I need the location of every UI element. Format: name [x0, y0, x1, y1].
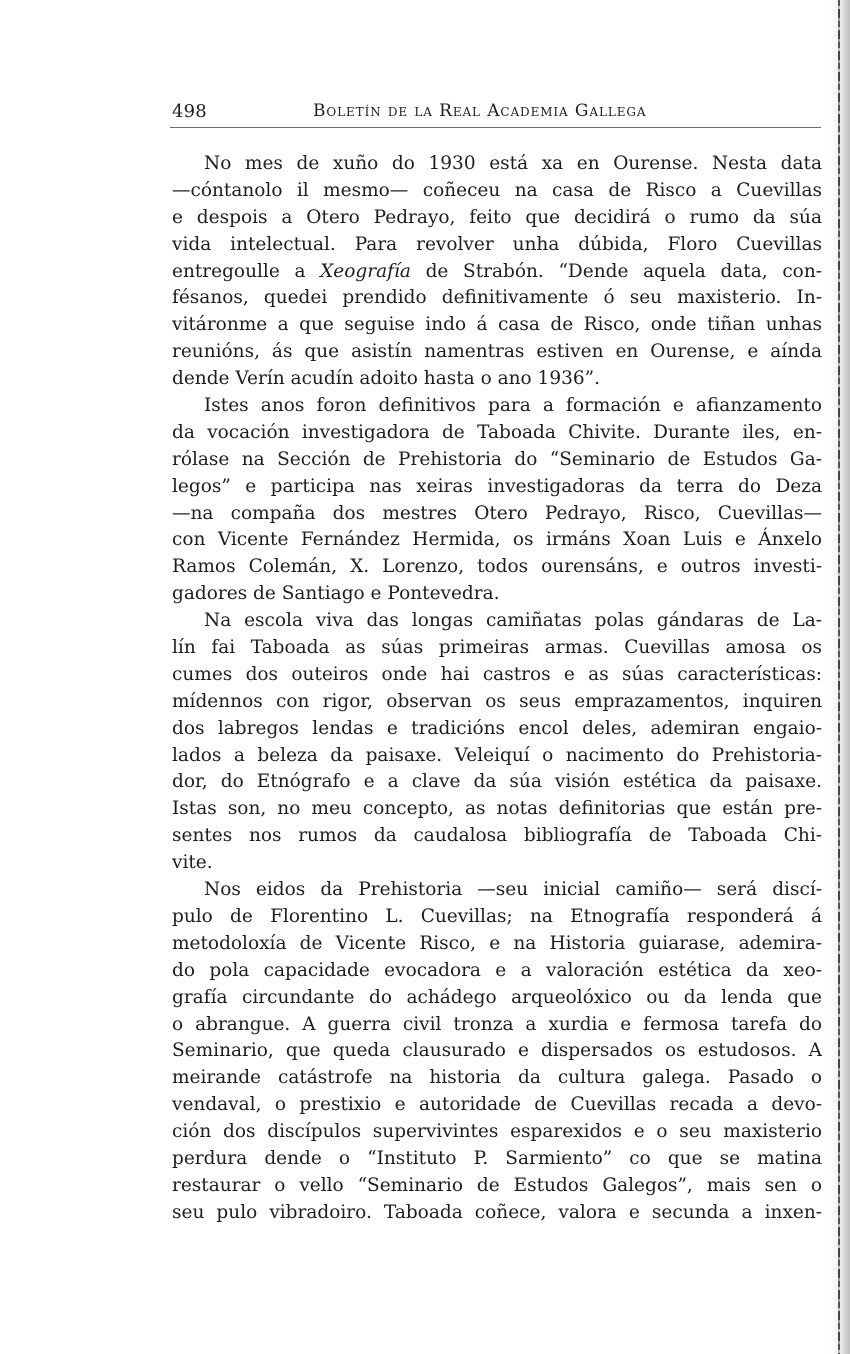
text-line: gadores de Santiago e Pontevedra. — [172, 583, 500, 605]
header-rule — [170, 127, 821, 128]
text-line: Ramos Colemán, X. Lorenzo, todos ourensáns, e outros investi- — [172, 556, 822, 578]
page-number: 498 — [172, 101, 207, 122]
text-line: vendaval, o prestixio e autoridade de Cuevillas recada a devo- — [172, 1094, 822, 1116]
text-line: Istes anos foron definitivos para a formación e afianzamento — [204, 395, 822, 417]
text-line: mídennos con rigor, observan os seus emprazamentos, inquiren — [172, 690, 822, 712]
text-line: reunións, ás que asistín namentras estiven en Ourense, e aínda — [172, 341, 822, 363]
body-text — [172, 151, 822, 1227]
text-line: —cóntanolo il mesmo— coñeceu na casa de Risco a Cuevillas — [172, 179, 822, 201]
text-line: vida intelectual. Para revolver unha dúbida, Floro Cuevillas — [172, 233, 822, 255]
text-line: cumes dos outeiros onde hai castros e as súas características: — [172, 663, 822, 685]
text-line: Istas son, no meu concepto, as notas definitorias que están pre- — [172, 798, 822, 820]
text-line: restaurar o vello “Seminario de Estudos Galegos”, mais sen o — [172, 1174, 822, 1196]
text-line: do pola capacidade evocadora e a valoración estética da xeo- — [172, 959, 822, 981]
page-header — [172, 101, 822, 125]
scan-edge-shadow — [830, 0, 850, 1354]
text-line: vitáronme a que seguise indo á casa de Risco, onde tiñan unhas — [172, 314, 822, 336]
text-line: lados a beleza da paisaxe. Veleiquí o nacimento do Prehistoria- — [172, 744, 822, 766]
book-title: Xeografía — [320, 260, 411, 282]
text-line: o abrangue. A guerra civil tronza a xurdia e fermosa tarefa do — [172, 1013, 822, 1035]
text-line: pulo de Florentino L. Cuevillas; na Etnografía responderá á — [172, 905, 822, 927]
text-line: rólase na Sección de Prehistoria do “Seminario de Estudos Ga- — [172, 448, 822, 470]
text-line: Seminario, que queda clausurado e dispersados os estudosos. A — [172, 1040, 822, 1062]
text-line: seu pulo vibradoiro. Taboada coñece, valora e secunda a inxen- — [172, 1201, 822, 1223]
text-line: con Vicente Fernández Hermida, os irmáns Xoan Luis e Ánxelo — [172, 529, 822, 551]
text-line: dos labregos lendas e tradicións encol deles, ademiran engaio- — [172, 717, 822, 739]
text-line: ción dos discípulos supervivintes esparexidos e o seu maxisterio — [172, 1121, 822, 1143]
text-line: Nos eidos da Prehistoria —seu inicial camiño— será discí- — [204, 879, 822, 901]
text-line: perdura dende o “Instituto P. Sarmiento” co que se matina — [172, 1147, 822, 1169]
text-line: vite. — [172, 852, 213, 874]
text-line: —na compaña dos mestres Otero Pedrayo, Risco, Cuevillas— — [172, 502, 822, 524]
text-line: da vocación investigadora de Taboada Chivite. Durante iles, en- — [172, 421, 822, 443]
text-line: fésanos, quedei prendido definitivamente ó seu maxisterio. In- — [172, 287, 822, 309]
text-line: sentes nos rumos da caudalosa bibliografía de Taboada Chi- — [172, 825, 822, 847]
text-line: legos” e participa nas xeiras investigadoras da terra do Deza — [172, 475, 822, 497]
scan-edge-line — [838, 0, 840, 1354]
text-line: Na escola viva das longas camiñatas polas gándaras de La- — [204, 610, 822, 632]
text-line: meirande catástrofe na historia da cultura galega. Pasado o — [172, 1067, 822, 1089]
text-line: entregoulle a Xeografía de Strabón. “Dende aquela data, con- — [172, 260, 822, 282]
text-line: grafía circundante do achádego arqueolóxico ou da lenda que — [172, 986, 822, 1008]
text-line: metodoloxía de Vicente Risco, e na Historia guiarase, ademira- — [172, 932, 822, 954]
text-line: No mes de xuño do 1930 está xa en Ourense. Nesta data — [204, 153, 822, 174]
text-line: dor, do Etnógrafo e a clave da súa visión estética da paisaxe. — [172, 771, 822, 793]
text-line: lín fai Taboada as súas primeiras armas. Cuevillas amosa os — [172, 637, 822, 659]
text-line: e despois a Otero Pedrayo, feito que decidirá o rumo da súa — [172, 206, 822, 228]
running-title: Boletín de la Real Academia Gallega — [313, 101, 647, 121]
text-line: dende Verín acudín adoito hasta o ano 1936”. — [172, 368, 600, 390]
